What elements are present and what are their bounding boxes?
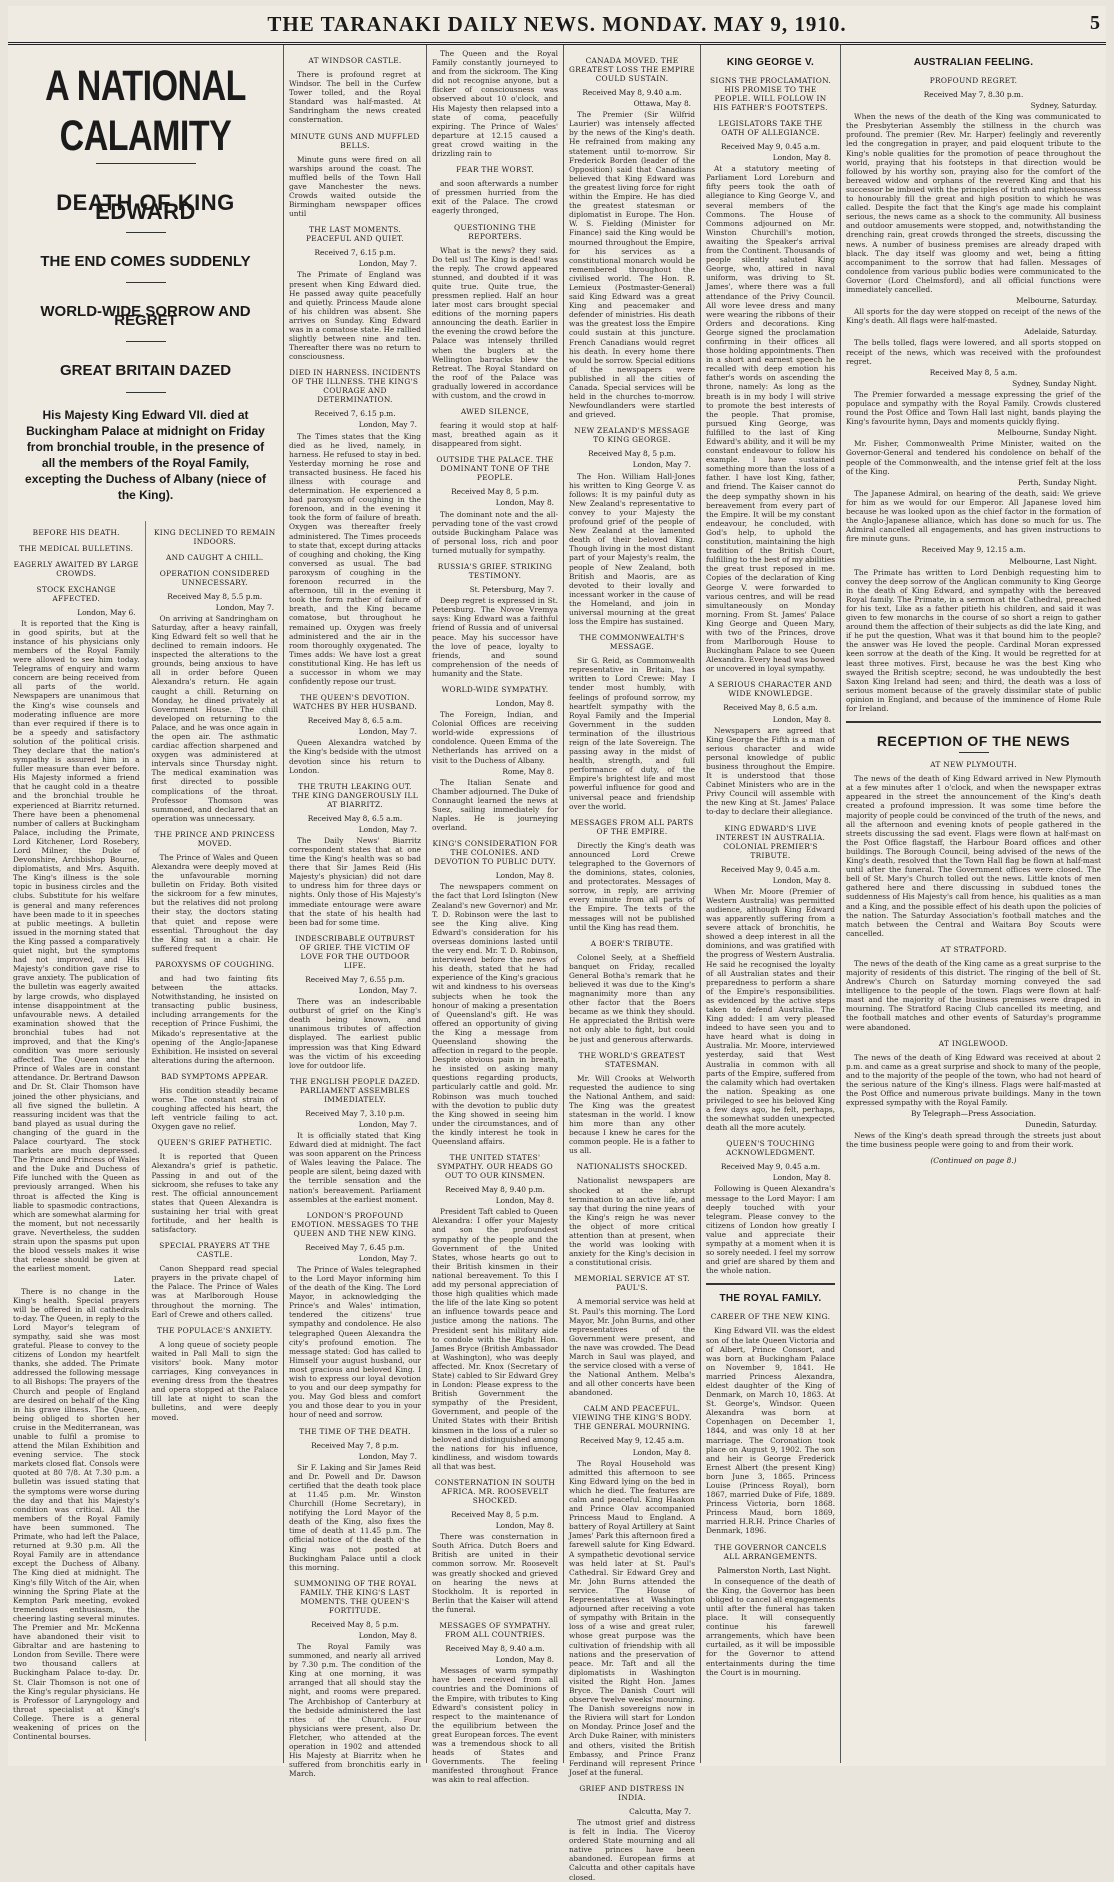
section-heading: MINUTE GUNS AND MUFFLED BELLS. (290, 131, 420, 150)
section-heading: PAROXYSMS OF COUGHING. (155, 959, 275, 969)
section-heading: MESSAGES OF SYMPATHY. FROM ALL COUNTRIES. (439, 1621, 551, 1640)
section-heading: NATIONALISTS SHOCKED. (576, 1162, 688, 1172)
dateline: London, May 8. (495, 498, 554, 508)
column-6 (841, 45, 1106, 1763)
article-text: Sir F. Laking and Sir James Reid and Dr. Powell and Dr. Dawson certified that the death took place at 11.45 p.m. Mr. Winston Churchill (Home Secretary), in notifying the Lord Mayor of the death of the King, also fixes the time of death at 11.45 p.m. The official notice of the death of the King was not posted at Buckingham Palace until a clock this morning. (289, 1462, 421, 1572)
received-line: Received May 8, 5 p.m. (311, 1619, 399, 1629)
received-line: Received May 8, 6.5 a.m. (307, 813, 403, 823)
section-heading: EAGERLY AWAITED BY LARGE CROWDS. (13, 559, 139, 578)
section-heading: KING EDWARD'S LIVE INTEREST IN AUSTRALIA. COLONIAL PREMIER'S TRIBUTE. (715, 823, 826, 860)
article-text: Queen Alexandra watched by the King's bedside with the utmost devotion since his return to London. (289, 738, 421, 775)
article-text: The bells tolled, flags were lowered, and all sports stopped on receipt of the news, which was received with the profoundest regret. (846, 338, 1101, 366)
article-text: The Italian Senate and Chamber adjourned. The Duke of Connaught learned the news at Suez, sailing immediately for Naples. He is journeying overland. (432, 777, 558, 833)
section-heading: THE ENGLISH PEOPLE DAZED. PARLIAMENT ASSEMBLES IMMEDIATELY. (290, 1076, 420, 1104)
section-heading: MESSAGES FROM ALL PARTS OF THE EMPIRE. (570, 817, 694, 836)
dateline: London, May 8. (495, 1521, 554, 1531)
dateline: London, May 8. (495, 1655, 554, 1665)
section-heading: THE COMMONWEALTH'S MESSAGE. (579, 633, 685, 652)
dateline: London, May 7. (358, 259, 417, 269)
article-text: A memorial service was held at St. Paul's this morning. The Lord Mayor, Mr. John Burns, and other representatives of the Government were present, and the nave was crowded. The Dead March in Saul was played, and the service closed with a verse of the National Anthem. Melba's and all other concerts have been abandoned. (569, 1297, 695, 1398)
article-text: There was consternation in South Africa. Dutch Boers and British are united in their common sorrow. Mr. Roosevelt was greatly shocked and grieved on hearing the news at Stockholm. It is reported in Berlin that the Kaiser will attend the funeral. (432, 1532, 558, 1614)
dateline: London, May 7. (358, 1253, 417, 1263)
column-1b (152, 521, 279, 1742)
column-2 (284, 45, 427, 1779)
section-heading: CAREER OF THE NEW KING. (710, 1312, 831, 1322)
dateline: London, May 7. (215, 602, 274, 612)
article-text: The Prince of Wales telegraphed to the Lord Mayor informing him of the death of the King. The Lord Mayor, in acknowledging the Prince's and Wales' intimation, tendered the citizens' true sympathy and condolence. He also telegraphed Queen Alexandra the city's profound emotion. The message stated: God has called to Himself your august husband, our most gracious and beloved King. I wish to express our loyal devotion to you and our deep sympathy for you. May God bless and comfort you and those dear to you in your hour of need and sorrow. (289, 1264, 421, 1420)
article-text: Directly the King's death was announced Lord Crewe telegraphed to the Governors of the dominions, states, colonies, and protectorates. Messages of sorrow, in reply, are arriving every minute from all parts of the Empire. The texts of the messages will not be published until the King has read them. (569, 840, 695, 932)
article-text: Colonel Seely, at a Sheffield banquet on Friday, recalled General Botha's remark that he believed it was due to the King's magnanimity more than any other factor that the Boers became as we think they should. He appreciated the British were not only able to fight, but could be just and generous afterwards. (569, 952, 695, 1044)
article-text: At a statutory meeting of Parliament Lord Loreburn and fifty peers took the oath of allegiance to King George V., and several members of the Commons. The House of Commons adjourned on Mr. Winston Churchill's motion, awaiting the Speaker's arrival from the Continent. Thousands of people silently saluted King George, who, attired in naval uniform, was driving to St. James', where there was a full attendance of the Privy Council. All wore levee dress and many were wearing the ribbons of their Orders and decorations. King George signed the proclamation confirming in their offices all those holding appointments. Then in a short and earnest speech he recalled with deep emotion his father's words on ascending the throne, namely: As long as the breath is in my body I will strive to promote the best interests of the people. That promise, pursued King George, was fulfilled to the last of King Edward's ability, and it will be my constant endeavour to follow his example. I have sustained something more than the loss of a father. I have lost King, father, and friend. The Kaiser cannot do the deep sympathy shown in his bereavement from every part of the Empire. It will be my constant endeavour, he concluded, with God's help, to uphold the constitution, maintaining the high tradition of the British Court, fulfilling to the best of my abilities the great trust reposed in me. Copies of the declaration of King George V. were forwarded to various centres, and will be read simultaneously on Monday morning. From St. James' Palace King George and Queen Mary, with two of the Princes, drove from Marlborough House to Buckingham Palace to see Queen Alexandra. Every head was bowed or uncovered in loyal sympathy. (706, 164, 835, 674)
received-line: Received May 7, 3.10 p.m. (305, 1108, 405, 1118)
section-heading: THE TIME OF THE DEATH. (299, 1426, 411, 1436)
section-heading: LEGISLATORS TAKE THE OATH OF ALLEGIANCE. (718, 119, 823, 137)
received-line: Received May 9, 12.15 a.m. (921, 545, 1026, 555)
section-headline: KING GEORGE V. (726, 57, 815, 68)
masthead-title: THE TARANAKI DAILY NEWS. MONDAY. MAY 9, 1910. (267, 11, 847, 36)
lead-banner: A NATIONAL CALAMITY (45, 62, 246, 160)
section-heading: AND CAUGHT A CHILL. (166, 552, 264, 562)
section-headline: AUSTRALIAN FEELING. (913, 57, 1034, 68)
section-heading: OPERATION CONSIDERED UNNECESSARY. (159, 568, 270, 587)
section-heading: SIGNS THE PROCLAMATION. HIS PROMISE TO THE PEOPLE. WILL FOLLOW IN HIS FATHER'S FOOTSTEPS. (709, 76, 832, 112)
article-text: The Japanese Admiral, on hearing of the death, said: We grieve for him as we would for our Emperor. All Japanese loved him because he was looked upon as the chief factor in the formation of the Anglo-Japanese alliance, which has done so much for us. The Admiral cancelled all engagements, and has given instructions to fire minute guns. (846, 488, 1101, 544)
section-heading: MEMORIAL SERVICE AT ST. PAUL'S. (574, 1274, 690, 1293)
masthead (8, 6, 1106, 45)
article-text: The Daily News' Biarritz correspondent states that at one time the King's health was so bad there that Sir James Reid (His Majesty's physician) did not dare to undress him for three days or nights. Only those of His Majesty's immediate entourage were aware that the state of his health had been bad for some time. (289, 835, 421, 927)
article-text: It is officially stated that King Edward died at midnight. The fact was soon apparent on the Princess of Wales leaving the Palace. The people are silent, being dazed with the terrible sensation and the nation's bereavement. Parliament assembles at the earliest moment. (289, 1130, 421, 1204)
dateline: Melbourne, Last Night. (1009, 556, 1097, 566)
article-text: All sports for the day were stopped on receipt of the news of the King's death. All flags were half-masted. (846, 307, 1101, 326)
article-text: On arriving at Sandringham on Saturday, after a heavy rainfall, King Edward felt so well that he declined to remain indoors. He inspected the alterations to the grounds, being anxious to have all in order before Queen Alexandra's return. He again caught a chill. Returning on Monday, he dined privately at Government House. The chill developed on returning to the Palace, and he was once again in the open air. The asthmatic cardiac affection sharpened and oxygen was administered at intervals since Thursday night. The medical examination was first directed to possible complications of the throat. Professor Thomson was summoned, and declared that an operation was unnecessary. (151, 613, 278, 823)
section-heading: CONSTERNATION IN SOUTH AFRICA. MR. ROOSEVELT SHOCKED. (434, 1478, 556, 1505)
section-headline: THE ROYAL FAMILY. (719, 1293, 822, 1305)
article-text: Deep regret is expressed in St. Petersburg. The Novoe Vremya says: King Edward was a faithful friend of Russia and of universal peace. May his successor have the love of peace, loyalty to friends, and sound comprehension of the needs of humanity and the State. (432, 596, 558, 678)
lead-headline: DEATH OF KING EDWARD (56, 190, 235, 225)
dateline: London, May 7. (358, 1451, 417, 1461)
column-1 (8, 45, 284, 1763)
article-text: Sir G. Reid, as Commonwealth representative in Britain, has written to Lord Crewe: May I tender most humbly, with feelings of profound sorrow, my heartfelt sympathy with the Royal Family and the Imperial Government in the sudden termination of the illustrious reign of the late Sovereign. The passing away in the midst of health, strength, and full performance of duty, of the Empire's brightest life and most powerful influence for good and universal peace and friendship over the world. (569, 656, 695, 811)
article-text: The Times states that the King died as he lived, namely, in harness. He refused to stay in bed. Yesterday morning he rose and transacted business. He faced his illness with courage and determination. He experienced a bad paroxysm of coughing in the forenoon, and in the evening it took the form of failure of breath. Oxygen was thereafter freely administered. The Times proceeds to state that, except during attacks of coughing and choking, the King conversed as usual. The bad paroxysm of coughing in the forenoon recurred in the afternoon, till in the evening it took the form rather of failure of breath, and the King became comatose, but throughout he remained up. Oxygen was freely administered and the air in the room thoroughly oxygenated. The Times adds: We have lost a great constitutional King. He has left us a successor in whom we may confidently repose our trust. (289, 431, 421, 687)
article-text: The news of the death of the King came as a great surprise to the majority of residents of this district. The ringing of the bell of St. Andrew's Church on Saturday morning conveyed the sad intelligence to the people of the town. Flags were flown at half-mast and the majority of the business premises were draped in mourning. The Stratford Racing Club cancelled its meeting, and the football matches and other events of Saturday's programme were abandoned. (846, 958, 1101, 1032)
section-heading: GRIEF AND DISTRESS IN INDIA. (579, 1783, 685, 1802)
article-text: It is reported that Queen Alexandra's grief is pathetic. Passing in and out of the sickroom, she refuses to take any rest. The official announcement states that Queen Alexandra is sustaining her trial with great fortitude, and her health is satisfactory. (151, 1152, 278, 1235)
continued-note: (Continued on page 8.) (930, 1155, 1017, 1165)
article-text: In consequence of the death of the King, the Governor has been obliged to cancel all engagements until after the funeral has taken place. It will consequently continue his farewell arrangements, which have been curtailed, as it will be impossible for the Governor to attend entertainments during the time the Court is in mourning. (706, 1576, 835, 1677)
article-text: The Foreign, Indian, and Colonial Offices are receiving world-wide expressions of condolence. Queen Emma of the Netherlands has arrived on a visit to the Duchess of Albany. (432, 710, 558, 765)
section-heading: A SERIOUS CHARACTER AND WIDE KNOWLEDGE. (708, 680, 833, 699)
received-line: Received May 9, 0.45 a.m. (720, 864, 821, 874)
section-heading: STOCK EXCHANGE AFFECTED. (36, 584, 116, 603)
dateline: Dunedin, Saturday. (1025, 1120, 1097, 1130)
dateline: Perth, Sunday Night. (1018, 477, 1097, 487)
received-line: Received May 8, 5 p.m. (588, 449, 676, 459)
section-heading: AT NEW PLYMOUTH. (930, 760, 1017, 770)
article-text: The news of the death of King Edward arrived in New Plymouth at a few minutes after 1 o'clock, and when the newspaper extras appeared in the street the announcement of the King's death created a profound impression. It was some time before the majority of people could be convinced of the truth of the news, and all the afternoon and evening knots of people gathered in the streets discussing the sad event. Flags were flown at half-mast on the Post Office flagstaff, the Harbour Board offices and other buildings. The Borough Council, being advised of the news of the King's death, resolved that the Town Hall flag be flown at half-mast until after the funeral. The Government offices were closed. The bell of St. Mary's Church tolled out the news. Little knots of men gathered here and there discussing in subdued tones the suddenness of His Majesty's call from hence, his qualities as a man and a King, and the possible effect of his death upon the policies of the nation. The Saturday Association's football matches and the match between the Central and Waitara Boy Scouts were cancelled. (846, 774, 1101, 938)
article-text: The Royal Household was admitted this afternoon to see King Edward lying on the bed in which he died. The features are calm and peaceful. King Haakon and Prince Olav accompanied Princess Maud to England. A battery of Royal Artillery at Saint James' Park this afternoon fired a farewell salute for King Edward. A sympathetic devotional service was held later at St. Paul's Cathedral. Sir Edward Grey and Mr. John Burns attended the service. The House of Representatives at Washington adjourned after receiving a vote of sympathy with Britain in the loss of a wise and great ruler, whose great purpose was the cultivation of friendship with all nations and the preservation of peace. Mr. Taft and all the diplomatists in Washington visited the Right Hon. James Bryce. The Danish Court will observe twelve weeks' mourning. The Danish sovereigns now in the Riviera will start for London on Monday. Prince Josef and the Arch Duke Rainer, with ministers and others, visited the British Embassy, and Prince Franz Ferdinand will represent Prince Josef at the funeral. (569, 1458, 695, 1777)
article-text: Messages of warm sympathy have been received from all countries and the Dominions of the Empire, with tributes to King Edward's consistent policy in respect to the maintenance of the equilibrium between the great European forces. The event was a tremendous shock to all heads of States and Governments. The feeling manifested throughout France was akin to real affection. (432, 1666, 558, 1785)
section-heading: SPECIAL PRAYERS AT THE CASTLE. (159, 1241, 271, 1260)
received-line: Received May 7, 6.55 p.m. (305, 974, 405, 984)
dateline: London, May 7. (632, 460, 691, 470)
received-line: Received May 7, 8 p.m. (311, 1440, 399, 1450)
section-heading: AT STRATFORD. (940, 944, 1007, 954)
article-text: What is the news? they said. Do tell us! The King is dead! was the reply. The crowd appeared stunned, and doubted if it was quite true. Quite true, the pressmen replied. Half an hour later most cars brought special editions of the morning papers announcing the death. Earlier in the evening the crowd before the Palace was intensely thrilled when the buglers at the Wellington barracks blew the Retreat. The Royal Standard on the roof of the Palace was gradually lowered in accordance with custom, and the crowd in (432, 245, 558, 400)
section-heading: THE WORLD'S GREATEST STATESMAN. (578, 1050, 686, 1069)
received-line: Received May 8, 6.5 a.m. (307, 716, 403, 726)
dateline: Sydney, Saturday. (1030, 101, 1097, 111)
section-heading: SUMMONING OF THE ROYAL FAMILY. THE KING'S LAST MOMENTS. THE QUEEN'S FORTITUDE. (293, 1578, 417, 1615)
divider (846, 721, 1101, 723)
columns (8, 45, 1106, 1882)
received-line: Received May 7, 8.30 p.m. (923, 90, 1024, 99)
article-text: Canon Sheppard read special prayers in the private chapel of the Palace. The Prince of Wales was at Marlborough House throughout the morning. The Earl of Crewe and others called. (151, 1264, 278, 1319)
byline: By Telegraph—Press Association. (911, 1109, 1036, 1119)
received-line: Received May 7, 6.45 p.m. (305, 1242, 405, 1252)
section-heading: PROFOUND REGRET. (929, 76, 1018, 85)
section-heading: BAD SYMPTOMS APPEAR. (161, 1071, 269, 1081)
article-text: The Queen and the Royal Family constantly journeyed to and from the sickroom. The King did not recognise anyone, but a flicker of consciousness was observed about 10 o'clock, and His Majesty then relapsed into a state of coma, peacefully expiring. The Prince of Wales' departure at 12.15 caused a great crowd waiting in the drizzling rain to (432, 49, 558, 159)
received-line: Received May 9, 0.45 a.m. (720, 1162, 821, 1172)
section-heading: WORLD-WIDE SYMPATHY. (441, 684, 549, 694)
section-heading: KING DECLINED TO REMAIN INDOORS. (153, 527, 276, 546)
article-text: and soon afterwards a number of pressmen hurried from the exit of the Palace. The crowd eagerly thronged, (432, 179, 558, 216)
article-text: The dominant note and the all-pervading tone of the vast crowd outside Buckingham Palace was of personal loss, rich and poor turned mutually for sympathy. (432, 509, 558, 555)
divider (126, 341, 166, 342)
received-line: Received May 8, 5 p.m. (451, 1510, 539, 1519)
article-text: His condition steadily became worse. The constant strain of coughing affected his heart, the left ventricle failing to act. Oxygen gave no relief. (151, 1085, 278, 1132)
section-heading: THE TRUTH LEAKING OUT. THE KING DANGEROUSLY ILL AT BIARRITZ. (292, 781, 418, 809)
article-text: The Royal Family was summoned, and nearly all arrived by 7.30 p.m. The condition of the King at one morning, it was arranged that all should stay the night, and rooms were prepared. The Archbishop of Canterbury at the bedside administered the last rites of the Church. Four physicians were present, also Dr. Fletcher, who attended at the operation in 1902 and attended His Majesty at Biarritz when he suffered from bronchitis early in March. (289, 1642, 421, 1779)
article-text: Minute guns were fired on all warships around the coast. The muffled bells of the Town Hall gave Manchester the news. Crowds waited outside the Birmingham newspaper offices until (289, 154, 421, 219)
received-line: Received May 8, 5.5 p.m. (167, 591, 263, 601)
dateline: Melbourne, Sunday Night. (997, 428, 1097, 438)
section-heading: DIED IN HARNESS. INCIDENTS OF THE ILLNESS. THE KING'S COURAGE AND DETERMINATION. (289, 368, 421, 405)
lead-deck: His Majesty King Edward VII. died at Buckingham Palace at midnight on Friday from bronchial trouble, in the presence of all the members of the Royal Family, excepting the Duchess of Albany (niece of the King). (25, 407, 266, 502)
received-line: Received 7, 6.15 p.m. (314, 409, 396, 419)
section-heading: BEFORE HIS DEATH. (32, 527, 120, 537)
section-heading: THE GOVERNOR CANCELS ALL ARRANGEMENTS. (714, 1542, 827, 1561)
column-5 (701, 45, 841, 1763)
divider (126, 392, 166, 393)
article-text: President Taft cabled to Queen Alexandra: I offer your Majesty and son the profoundest sympathy of the people and the Government of the United States, whose hearts go out to their British kinsmen in their national bereavement. To this I add my personal appreciation of those high qualities which made the life of the late King so potent an influence towards peace and justice among the nations. The President sent his military aide to condole with the Right Hon. James Bryce (British Ambassador at Washington), who was deeply affected. Mr. Knox (Secretary of State) cabled to Sir Edward Grey in London: Please express to the British Government the sympathy of the President, Government, and people of the United States with their British kinsmen in the loss of a ruler so beloved and distinguished among the nations for his influence, kindliness, and wisdom towards all that was best. (432, 1207, 558, 1471)
section-heading: AT WINDSOR CASTLE. (308, 56, 402, 65)
dateline: London, May 8. (772, 875, 831, 885)
article-text: The utmost grief and distress is felt in India. The Viceroy ordered State mourning and all native princes have been abandoned. European firms at Calcutta and other capitals have closed. (569, 1818, 695, 1882)
dateline: London, May 8. (495, 1196, 554, 1206)
divider (706, 1283, 835, 1285)
received-line: Received May 8, 5 a.m. (929, 367, 1018, 377)
section-heading: THE QUEEN'S DEVOTION. WATCHES BY HER HUSBAND. (292, 693, 418, 712)
dateline: Adelaide, Saturday. (1024, 327, 1097, 337)
dateline: London, May 8. (358, 1630, 417, 1640)
dateline: London, May 8. (495, 871, 554, 881)
dateline: St. Petersburg, May 7. (469, 585, 554, 595)
section-heading: NEW ZEALAND'S MESSAGE TO KING GEORGE. (574, 426, 690, 445)
page-number: 5 (1090, 12, 1100, 34)
dateline: London, May 8. (772, 1173, 831, 1183)
lead-subhead-2: WORLD-WIDE SORROW AND REGRET (40, 303, 251, 330)
dateline: London, May 7. (358, 1119, 417, 1129)
column-3 (427, 45, 564, 1785)
dateline: London, May 7. (358, 420, 417, 430)
article-text: It is reported that the King is in good spirits, but at the instance of his physicians only members of the Royal Family were allowed to see him today. Telegrams of enquiry and warm concern are being received from all parts of the world. Newspapers are unanimous that the King's wise counsels and moderating influence are more than ever required if there is to be a speedy and satisfactory solution of the political crisis. They declare that the nation's sympathy is assured him in a fuller measure than ever before. His Majesty informed a friend that he caught cold in a theatre and the bronchial trouble he experienced at Biarritz returned. There have been a phenomenal number of callers at Buckingham Palace, including the Primate, Lord Kitchener, Lord Rosebery, Lord Milner, the Duke of Devonshire, Archbishop Bourne, diplomatists, and Mrs. Asquith. The King's illness is the sole topic in business circles and the clubs. Substitute for his welfare is general and many references have been made to it in speeches at public meetings. A bulletin issued in the morning stated that the King passed a comparatively quiet night, but the symptoms had not improved, and His Majesty's condition gave rise to grave anxiety. The publication of the bulletin was eagerly awaited by large crowds, who displayed intense disappointment at the unfavourable news. A detailed examination showed that the bronchial tubes had not improved, and that the King's condition was more seriously affected. The Queen and the Prince of Wales are in constant attendance. Dr. Bertrand Dawson and Dr. St. Clair Thomson have joined the other physicians, and all five signed the bulletin. A reassuring incident was that the band played as usual during the changing of the guard in the Palace courtyard. The stock markets are much depressed. The Prince and Princess of Wales and the Duke and Duchess of Fife lunched with the Queen as previously arranged. When his throat is affected the King is liable to spasmodic contractions, which are somewhat alarming for the moment, but not necessarily grave. Nevertheless, the sudden strain upon the spasms put upon the blood vessels makes it wise that release should be given at the earliest moment. (13, 618, 140, 1274)
article-text: The Hon. William Hall-Jones his written to King George V. as follows: It is my painful duty as New Zealand's representative to convey to your Majesty the profound grief of the people of New Zealand at the lamented death of their beloved King. Though living in the most distant part of your Majesty's realm, the people of New Zealand, both British and Maoris, are as devoted to their lovally and incessant worker in the cause of the Homeland, and join in universal mourning at the great loss the Empire has sustained. (569, 471, 695, 627)
section-heading: QUEEN'S GRIEF PATHETIC. (157, 1138, 273, 1148)
column-4 (564, 45, 701, 1882)
dateline: London, May 8. (632, 1447, 691, 1457)
article-text: The Prince of Wales and Queen Alexandra were deeply moved at the unfavourable morning bulletin on Friday. Both visited the sickroom for a few minutes, but the relatives did not prolong their stay, the doctors stating that quiet and repose were essential. Throughout the day the King sat in a chair. He suffered frequent (151, 852, 278, 953)
article-text: and had two fainting fits between the attacks. Notwithstanding, he insisted on transacting public business, including arrangements for the reception of Prince Fushimi, the Mikado's representative at the opening of the Anglo-Japanese Exhibition. He insisted on several alterations during the afternoon. (151, 973, 278, 1065)
article-text: The Primate of England was present when King Edward died. He passed away quite peacefully and quietly. Princess Maude alone of his children was absent. She arrives on Sunday. King Edward was in a comatose state. He rallied slightly between nine and ten. Thereafter there was no return to consciousness. (289, 270, 421, 362)
article-text: Following is Queen Alexandra's message to the Lord Mayor: I am deeply touched with your telegram. Please convey to the citizens of London how greatly I value and appreciate their sympathy at a moment when it is so sorely needed. I feel my sorrow and grief are shared by them and the whole nation. (706, 1184, 835, 1276)
section-heading: CALM AND PEACEFUL. VIEWING THE KING'S BODY. THE GENERAL MOURNING. (572, 1404, 692, 1432)
section-heading: AWED SILENCE, (460, 407, 530, 417)
article-text: The news of the death of King Edward was received at about 2 p.m. and came as a great surprise and shock to many of the people, and to the majority of the people of the town, who had not heard of the serious nature of the King's illness. Flags were half-masted at the Post Office and numerous private buildings. Many in the town expressed sympathy with the Royal Family. (846, 1052, 1101, 1108)
section-heading: INDESCRIBABLE OUTBURST OF GRIEF. THE VICTIM OF LOVE FOR THE OUTDOOR LIFE. (295, 933, 415, 970)
section-heading: QUESTIONING THE REPORTERS. (453, 222, 537, 241)
section-heading: OUTSIDE THE PALACE. THE DOMINANT TONE OF THE PEOPLE. (436, 455, 554, 483)
dateline: London, May 8. (772, 714, 831, 724)
article-text: When the news of the death of the King was communicated to the Presbyterian Assembly the stillness in the church was profound. The premier (Rev. Mr. Harper) feelingly and reverently led the congregation in prayer, and paid eloquent tribute to the King's noble qualities for the promotion of peace throughout the world, praying that his footsteps in that direction would be followed by his worthy son, praying also for the comfort of the bereaved widow and orphans of the revered King and that his successor be imbued with the principles of truth and righteousness to honourably fill the great and high position to which he was called. Despite the fact that the King's age made his complaint serious, the news came as a shock to the community. All business and outdoor amusements were stopped, and, notwithstanding the drenching rain, great crowds thronged the streets, discussing the news. A number of business premises are already draped with black. The day itself was gloomy and wet, being a fitting accompaniment to the sorrow that had fallen. Messages of condolence from various public bodies were communicated to the Governor (Lord Chelmsford), and all official functions were immediately cancelled. (846, 112, 1101, 294)
article-text: There was an indescribable outburst of grief on the King's death being known, and unanimous tributes of affection displayed. The earliest public impression was that King Edward was the victim of his exceeding love for outdoor life. (289, 997, 421, 1070)
section-heading: QUEEN'S TOUCHING ACKNOWLEDGMENT. (726, 1139, 815, 1158)
received-line: Received May 8, 9.40 a.m. (582, 88, 682, 97)
section-heading: RUSSIA'S GRIEF. STRIKING TESTIMONY. (437, 562, 553, 581)
article-text: When Mr. Moore (Premier of Western Australia) was permitted audience, although King Edward was apparently suffering from a severe attack of bronchitis, he showed a deep interest in all the dominions, and was gratified with the progress of Western Australia. He said he recognised the loyalty of all Australian states and their preparedness to perform a share of the Empire's responsibilities. as evidenced by the active steps taken to defend Australia. The King added: I am very pleased indeed to have seen you and to have heard what is doing in Australia. Mr. Moore, interviewed yesterday, said that West Australia in common with all parts of the Empire, suffered from the calamity which had overtaken the nation. Speaking as one privileged to see his beloved King a few days ago, he felt, perhaps, the somewhat sudden unexpected death all the more acutely. (706, 886, 835, 1133)
lead-split-columns (13, 521, 278, 1742)
lead-subhead-3: GREAT BRITAIN DAZED (59, 362, 232, 380)
dateline: Ottawa, May 8. (633, 99, 691, 109)
section-heading: THE MEDICAL BULLETINS. (19, 543, 134, 553)
section-heading: FEAR THE WORST. (456, 165, 534, 175)
article-text: The Premier forwarded a message expressing the grief of the populace and sympathy with the Royal Family. Crowds clustered round the Post Office and Town Hall last night, bands playing the King's favourite hymn, Days and moments quickly flying. (846, 389, 1101, 427)
dateline: London, May 8. (772, 153, 831, 163)
divider (959, 752, 989, 753)
section-heading: THE POPULACE'S ANXIETY. (157, 1325, 273, 1335)
article-text: There is no change in the King's health. Special prayers will be offered in all cathedrals to-day. The Queen, in reply to the Lord Mayor's telegram of sympathy, said she was most grateful. Please to convey to the citizens of London my heartfelt thanks, she added. The Primate addressed the following message to all Bishops: The prayers of the Church and people of England are desired on behalf of the King in his grave illness. The Queen, being obliged to shorten her cruise in the Mediterranean, was unable to fulfil a promise to attend the Milan Exhibition and evening service. The stock markets closed flat. Consols were quoted at 80 7/8. At 7.30 p.m. a bulletin was issued stating that the symptoms were worse during the day and that his Majesty's condition was critical. All the members of the Royal Family have been summoned. The Primate, who had left the Palace, returned at 9.30 p.m. All the Royal Family are in attendance except the Duchess of Albany. The King died at midnight. The King's filly Witch of the Air, when winning the Spring Plate at the Kempton Park meeting, evoked tremendous enthusiasm, the cheering lasting several minutes. The Premier and Mr. McKenna have abandoned their visit to Gibraltar and are hastening to London from Seville. There were two thousand callers at Buckingham Palace to-day. Dr. St. Clair Thomson is not one of the King's regular physicians. He is Professor of Laryngology and throat specialist at King's College. There is a general weakening of prices on the Continental bourses. (13, 1286, 140, 1742)
section-heading: AT INGLEWOOD. (938, 1038, 1009, 1048)
column-1a (13, 521, 146, 1742)
section-heading: THE PRINCE AND PRINCESS MOVED. (154, 829, 275, 848)
dateline: Later. (113, 1275, 136, 1285)
section-heading: THE LAST MOMENTS. PEACEFUL AND QUIET. (306, 225, 404, 244)
article-text: fearing it would stop at half-mast, breathed again as it disappeared from sight. (432, 421, 558, 449)
divider (126, 232, 166, 233)
section-heading: THE UNITED STATES' SYMPATHY. OUR HEADS GO OUT TO OUR KINSMEN. (436, 1153, 553, 1181)
dateline: London, May 7. (358, 727, 417, 737)
dateline: London, May 7. (358, 985, 417, 995)
newspaper-page (8, 6, 1106, 1882)
reception-headline: RECEPTION OF THE NEWS (876, 733, 1071, 750)
received-line: Received May 9, 0.45 a.m. (720, 142, 821, 151)
received-line: Received May 8, 6.5 a.m. (723, 703, 818, 713)
dateline: Sydney, Sunday Night. (1012, 378, 1097, 388)
dateline: London, May 7. (358, 824, 417, 834)
dateline: London, May 6. (77, 607, 136, 617)
article-text: News of the King's death spread through the streets just about the time business people were going to and from their work. (846, 1131, 1101, 1150)
divider (126, 282, 166, 283)
received-line: Received May 9, 12.45 a.m. (580, 1436, 684, 1446)
article-text: There is profound regret at Windsor. The bell in the Curfew Tower tolled, and the Royal Standard was half-masted. At Sandringham the news created consternation. (289, 70, 421, 125)
article-text: Newspapers are agreed that King George the Fifth is a man of serious character and wide personal knowledge of public business throughout the Empire. It is understood that those Cabinet Ministers who are in the Privy Council will assemble with the new King at St. James' Palace to-day to declare their allegiance. (706, 725, 835, 817)
dateline: Calcutta, May 7. (629, 1806, 691, 1816)
received-line: Received May 8, 9.40 a.m. (445, 1644, 545, 1654)
dateline: Rome, May 8. (502, 766, 554, 776)
received-line: Received 7, 6.15 p.m. (314, 248, 396, 258)
section-heading: A BOER'S TRIBUTE. (590, 938, 674, 948)
dateline: Palmerston North, Last Night. (717, 1565, 831, 1575)
dateline: Melbourne, Saturday. (1015, 296, 1097, 306)
section-heading: CANADA MOVED. THE GREATEST LOSS THE EMPIRE COULD SUSTAIN. (569, 56, 695, 83)
lead-subhead-1: THE END COMES SUDDENLY (40, 253, 251, 271)
divider (96, 163, 196, 164)
article-text: Mr. Will Crooks at Welworth requested the audience to sing the National Anthem, and said: The King was the greatest statesman in the world. I know him more than any other because I knew he cares for the common people. He is a father to us all. (569, 1073, 695, 1156)
article-text: King Edward VII. was the eldest son of the late Queen Victoria and of Albert, Prince Consort, and was born at Buckingham Palace on November 9, 1841. He married Princess Alexandra, eldest daughter of the King of Denmark, on March 10, 1863. At St. George's, Windsor. Queen Alexandra was born at Copenhagen on December 1, 1844, and was only 18 at her marriage. The Coronation took place on August 9, 1902. The son and heir is George Frederick Ernest Albert (the present King) born June 3, 1865. Princess Louise (Princess Royal), born 1867, married Duke of Fife, 1889. Princess Victoria, born 1868. Princess Maud, born 1869, married H.R.H. Prince Charles of Denmark, 1896. (706, 1326, 836, 1536)
article-text: The Primate has written to Lord Denbigh requesting him to convey the deep sorrow of the Anglican community to King George in the death of King Edward, and sympathy with the bereaved Royal family. The Primate, in a sermon at the Cathedral, preached for his text, Like as a father pitieth his children, and said it was given to few monarchs in the course of so short a reign to gather around them the affection of their subjects as did the late King, and if he put the question, What was it that bound him to the people? the answer was He loved the people. Cardinal Moran expressed keen sorrow at the death of the King. It would be regretted for at least three motives. First, because he was the best King who swayed the British sceptre; second, he was undoubtedly the best Saxon King Ireland had seen; and third, the death was a loss of serious moment because of the gravely dissimilar state of public opinion in England, and because of the imminence of Home Rule for Ireland. (846, 567, 1101, 713)
article-text: Nationalist newspapers are shocked at the abrupt termination to an active life, and say that during the nine years of the King's reign he was never the object of more critical attention than at present, when the world was looking with anxiety for the King's decision in a constitutional crisis. (569, 1176, 695, 1268)
article-text: The newspapers comment on the fact that Lord Islington (New Zealand's new Governor) and Mr. T. D. Robinson were the last to see the King alive. King Edward's consideration for his overseas dominions lasted until the very end. Mr. T. D. Robinson, interviewed before the news of his death, stated that he had experience of the King's gracious wit and kindness to his overseas subjects when he took the honour of making a presentation of Queensland's gift. He was offered an opportunity of giving the King a message from Queensland showing the affection in regard to the people. Despite obvious pain in breath, he insisted on asking many questions regarding products, particularly cattle and gold. Mr. Robinson was much touched with the devotion to public duty the King showed in seeing him under the circumstances, and of the kindly interest he took in Queensland affairs. (432, 882, 558, 1146)
section-heading: LONDON'S PROFOUND EMOTION. MESSAGES TO THE QUEEN AND THE NEW KING. (291, 1210, 419, 1238)
received-line: Received May 8, 9.40 p.m. (445, 1185, 545, 1195)
section-heading: KING'S CONSIDERATION FOR THE COLONIES. AND DEVOTION TO PUBLIC DUTY. (432, 839, 558, 867)
article-text: The Premier (Sir Wilfrid Laurier) was intensely affected by the news of the King's death. He refrained from making any statement until to-morrow. Sir Frederick Borden (leader of the Opposition) said that Canadians believed that King Edward was the greatest living force for right within the Empire. He has died the greatest statesman or diplomatist in Europe. The Hon. W. S. Fielding (Minister for Finance) said the King would be mourned throughout the Empire, for his services as a constitutional monarch would be remembered throughout the civilised world. The Hon. R. Lemieux (Postmaster-General) said King Edward was a great King and peacemaker and defender of ministries. His death was the greatest loss the Empire could sustain at this juncture. French Canadians would regret his death. In every home there would be sorrow. Special editions of the newspapers were published in all the cities of Canada. Special services will be held in the churches to-morrow. Newfoundlanders were startled and grieved. (569, 110, 695, 420)
received-line: Received May 8, 5 p.m. (451, 487, 539, 497)
article-text: Mr. Fisher, Commonwealth Prime Minister, waited on the Governor-General and tendered his condolence on behalf of the people of the Commonwealth, and the intense grief felt at the loss of the King. (846, 439, 1101, 476)
article-text: A long queue of society people waited in Pall Mall to sign the visitors' book. Many motor carriages, King conveyances in evening dress from the theatres and opera stopped at the Palace till late at night to scan the bulletins, and were deeply moved. (151, 1339, 278, 1422)
dateline: London, May 8. (495, 698, 554, 708)
